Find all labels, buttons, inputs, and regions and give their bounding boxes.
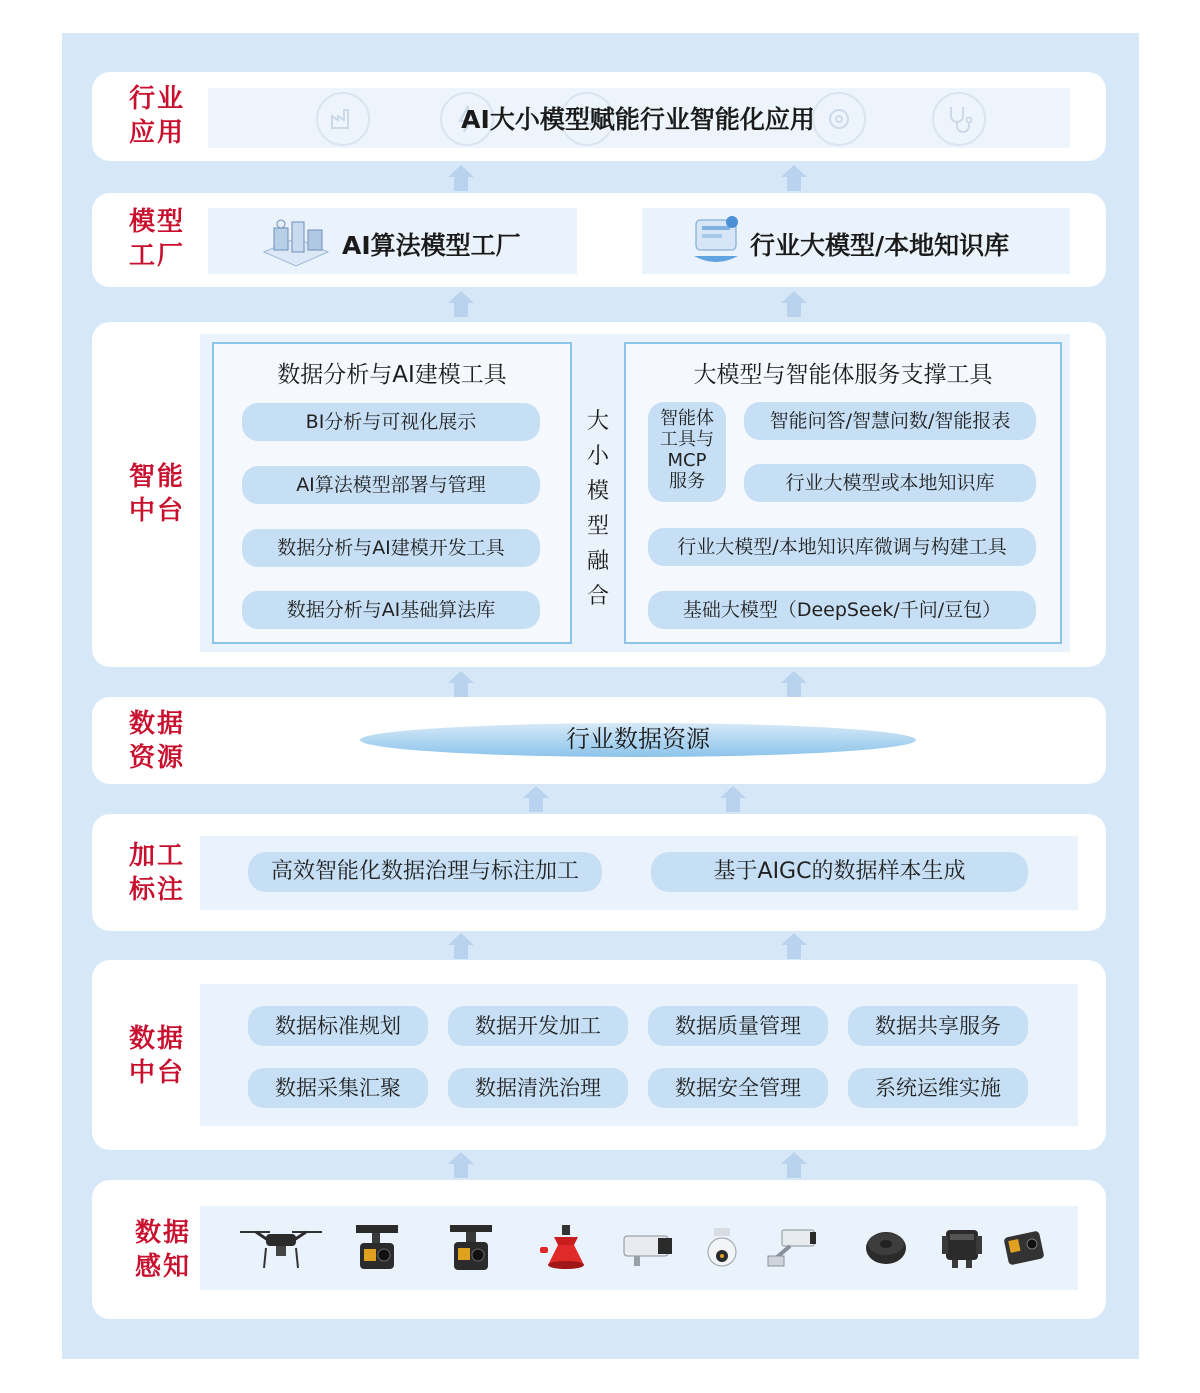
knowledge-base-panel (642, 208, 1070, 274)
up-arrow-icon (446, 933, 476, 959)
layer-label-data-platform: 数据 中台 (128, 1024, 185, 1088)
data-platform-item: 数据安全管理 (648, 1068, 828, 1108)
analysis-tool-item: BI分析与可视化展示 (242, 403, 540, 441)
up-arrow-icon (779, 291, 809, 317)
layer-label-processing: 加工 标注 (128, 841, 185, 905)
data-platform-item: 数据采集汇聚 (248, 1068, 428, 1108)
up-arrow-icon (779, 671, 809, 697)
agent-tool-kb: 行业大模型或本地知识库 (744, 464, 1036, 502)
data-platform-panel (200, 984, 1078, 1126)
up-arrow-icon (446, 1152, 476, 1178)
smoke-detector-icon (864, 1228, 908, 1268)
data-platform-item: 数据清洗治理 (448, 1068, 628, 1108)
thermal-camera-icon (1002, 1228, 1046, 1268)
industry-app-title: AI大小模型赋能行业智能化应用 (461, 105, 815, 134)
analysis-tool-item: 数据分析与AI基础算法库 (242, 591, 540, 629)
knowledge-base-title: 行业大模型/本地知识库 (750, 231, 1010, 260)
factory-icon (316, 92, 370, 146)
stethoscope-icon (932, 92, 986, 146)
data-platform-item: 数据共享服务 (848, 1006, 1028, 1046)
industry-app-panel (208, 88, 1070, 148)
up-arrow-icon (446, 671, 476, 697)
layer-processing (92, 814, 1106, 931)
layer-label-industry-app: 行业 应用 (128, 84, 185, 148)
data-resource-title: 行业数据资源 (566, 725, 710, 753)
gimbal-camera-2-icon (446, 1223, 496, 1273)
up-arrow-icon (446, 291, 476, 317)
algorithm-factory-title: AI算法模型工厂 (342, 231, 521, 260)
layer-label-perception: 数据 感知 (134, 1218, 191, 1282)
up-arrow-icon (521, 786, 551, 812)
agent-tool-base-model: 基础大模型（DeepSeek/千问/豆包） (648, 591, 1036, 629)
processing-item: 高效智能化数据治理与标注加工 (248, 852, 602, 892)
gimbal-camera-icon (350, 1223, 404, 1273)
analysis-tool-item: AI算法模型部署与管理 (242, 466, 540, 504)
layer-label-model-factory: 模型 工厂 (128, 207, 185, 271)
processing-panel (200, 836, 1078, 910)
agent-tools-box (624, 342, 1062, 644)
up-arrow-icon (779, 165, 809, 191)
agent-tool-qa: 智能问答/智慧问数/智能报表 (744, 402, 1036, 440)
knowledge-base-icon (686, 212, 746, 270)
up-arrow-icon (718, 786, 748, 812)
data-platform-item: 数据开发加工 (448, 1006, 628, 1046)
drone-icon (236, 1224, 326, 1274)
layer-model-factory (92, 193, 1106, 287)
layer-ai-platform (92, 322, 1106, 667)
box-camera-icon (766, 1226, 818, 1270)
algorithm-factory-panel (208, 208, 577, 274)
layer-perception (92, 1180, 1106, 1319)
dome-camera-icon (702, 1226, 742, 1270)
ai-platform-panel (200, 334, 1070, 652)
up-arrow-icon (446, 165, 476, 191)
data-platform-item: 数据标准规划 (248, 1006, 428, 1046)
layer-label-data-resource: 数据 资源 (128, 709, 185, 773)
layer-data-platform (92, 960, 1106, 1150)
factory-3d-icon (258, 212, 334, 270)
perception-panel (200, 1206, 1078, 1290)
data-platform-item: 数据质量管理 (648, 1006, 828, 1046)
processing-item: 基于AIGC的数据样本生成 (651, 852, 1028, 892)
agent-mcp-tool: 智能体 工具与 MCP 服务 (648, 402, 726, 502)
agent-tools-title: 大模型与智能体服务支撑工具 (693, 362, 993, 388)
layer-data-resource (92, 697, 1106, 784)
layer-label-ai-platform: 智能 中台 (128, 462, 185, 526)
data-platform-item: 系统运维实施 (848, 1068, 1028, 1108)
layer-industry-app (92, 72, 1106, 161)
alarm-speaker-icon (540, 1223, 592, 1273)
sensor-box-icon (940, 1226, 984, 1270)
analysis-tools-title: 数据分析与AI建模工具 (277, 362, 507, 388)
agent-tool-finetune: 行业大模型/本地知识库微调与构建工具 (648, 528, 1036, 566)
model-fusion-label: 大 小 模 型 融 合 (586, 409, 609, 609)
analysis-tools-box (212, 342, 572, 644)
up-arrow-icon (779, 933, 809, 959)
bullet-camera-icon (622, 1230, 674, 1270)
analysis-tool-item: 数据分析与AI建模开发工具 (242, 529, 540, 567)
up-arrow-icon (779, 1152, 809, 1178)
